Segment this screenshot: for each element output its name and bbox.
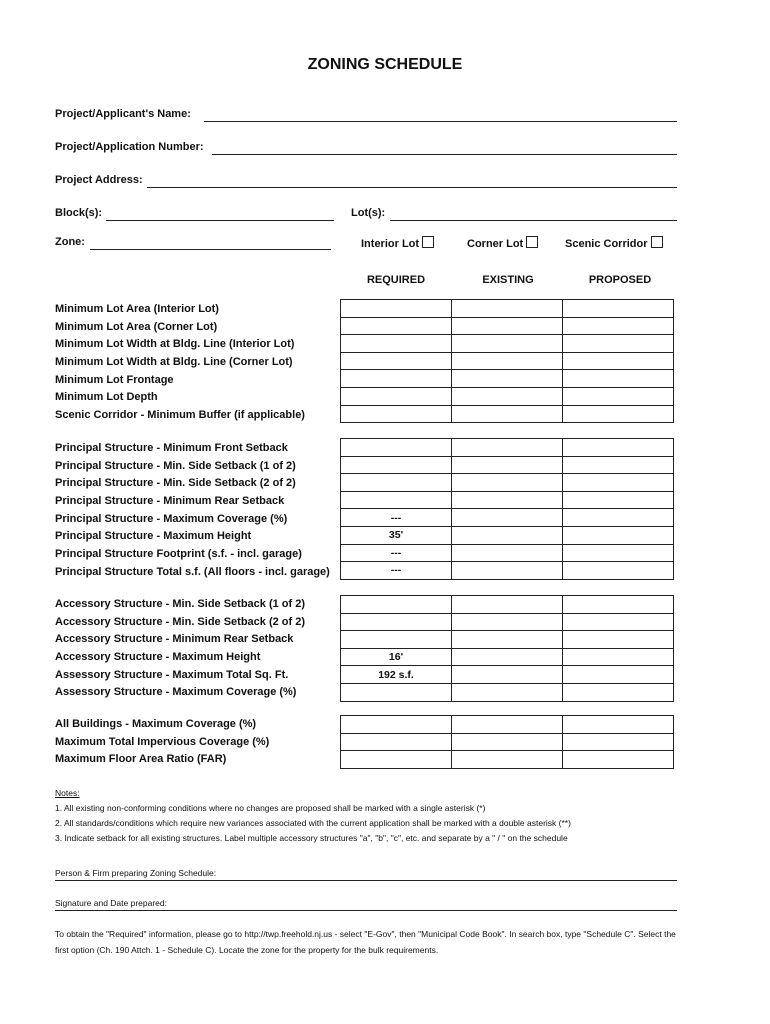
required-cell[interactable]: --- [341, 544, 452, 562]
required-cell[interactable] [341, 456, 452, 474]
required-cell[interactable] [341, 631, 452, 649]
proposed-cell[interactable] [563, 456, 674, 474]
section-principal-labels [55, 440, 330, 582]
table-row [341, 544, 674, 562]
existing-cell[interactable] [452, 544, 563, 562]
existing-cell[interactable] [452, 666, 563, 684]
required-cell[interactable] [341, 439, 452, 457]
lots-label: Lot(s): [351, 207, 386, 219]
existing-cell[interactable] [452, 751, 563, 769]
section-principal-table [340, 438, 674, 580]
table-row [341, 613, 674, 631]
zone-label: Zone: [55, 236, 85, 248]
existing-cell[interactable] [452, 405, 563, 423]
table-row [341, 596, 674, 614]
required-cell[interactable] [341, 474, 452, 492]
proposed-cell[interactable] [563, 300, 674, 318]
note-item: 3. Indicate setback for all existing structures. Label multiple accessory structures "a", "b", "c", etc. and separate by a " / " on the schedule [55, 833, 568, 843]
scenic-corridor-label: Scenic Corridor [565, 238, 648, 250]
proposed-cell[interactable] [563, 562, 674, 580]
corner-lot-option[interactable] [467, 236, 538, 250]
lots-field[interactable] [390, 208, 677, 221]
interior-lot-checkbox[interactable] [422, 236, 434, 248]
row-label: Principal Structure - Maximum Height [55, 530, 252, 543]
proposed-cell[interactable] [563, 733, 674, 751]
required-cell[interactable] [341, 751, 452, 769]
proposed-cell[interactable] [563, 716, 674, 734]
required-cell[interactable] [341, 387, 452, 405]
existing-cell[interactable] [452, 526, 563, 544]
row-label: Minimum Lot Area (Interior Lot) [55, 303, 219, 315]
proposed-cell[interactable] [563, 751, 674, 769]
row-label: Minimum Lot Frontage [55, 373, 174, 386]
existing-cell[interactable] [452, 352, 563, 370]
required-cell[interactable] [341, 317, 452, 335]
required-cell[interactable] [341, 613, 452, 631]
existing-cell[interactable] [452, 335, 563, 353]
row-label: Principal Structure - Minimum Front Setback [55, 442, 288, 454]
existing-cell[interactable] [452, 317, 563, 335]
column-header-proposed: PROPOSED [588, 274, 652, 286]
row-label: Minimum Lot Depth [55, 391, 158, 404]
note-item: 2. All standards/conditions which require new variances associated with the current application shall be marked with a double asterisk (**) [55, 818, 571, 828]
page-title: ZONING SCHEDULE [307, 56, 463, 73]
required-cell[interactable]: 35' [341, 526, 452, 544]
row-label: Minimum Lot Width at Bldg. Line (Corner Lot) [55, 356, 293, 369]
row-label: Scenic Corridor - Minimum Buffer (if applicable) [55, 409, 305, 422]
scenic-corridor-checkbox[interactable] [651, 236, 663, 248]
proposed-cell[interactable] [563, 405, 674, 423]
table-row [341, 387, 674, 405]
table-row [341, 317, 674, 335]
notes-heading: Notes: [55, 788, 80, 798]
table-row [341, 526, 674, 544]
footer-instructions: To obtain the "Required" information, please go to http://twp.freehold.nj.us - select "E-Gov", then "Municipal Code Book". In search box, type "Schedule C". Select the first option (Ch. 190 Attch. 1 - Schedule C). Locate the zone for the property for the bulk requirements. [55, 929, 676, 955]
existing-cell[interactable] [452, 596, 563, 614]
existing-cell[interactable] [452, 683, 563, 701]
row-label: Maximum Floor Area Ratio (FAR) [55, 753, 227, 766]
required-cell[interactable] [341, 300, 452, 318]
table-row [341, 631, 674, 649]
signature-date-line[interactable]: Signature and Date prepared: [55, 898, 677, 911]
existing-cell[interactable] [452, 613, 563, 631]
existing-cell[interactable] [452, 716, 563, 734]
table-row [341, 474, 674, 492]
proposed-cell[interactable] [563, 683, 674, 701]
table-row [341, 456, 674, 474]
section-accessory-table [340, 595, 674, 702]
required-cell[interactable] [341, 370, 452, 388]
table-row [341, 491, 674, 509]
existing-cell[interactable] [452, 300, 563, 318]
proposed-cell[interactable] [563, 352, 674, 370]
proposed-cell[interactable] [563, 439, 674, 457]
row-label: Minimum Lot Width at Bldg. Line (Interior Lot) [55, 338, 295, 351]
row-label: Principal Structure Total s.f. (All floors - incl. garage) [55, 565, 330, 578]
table-row [341, 335, 674, 353]
proposed-cell[interactable] [563, 317, 674, 335]
row-label: Accessory Structure - Min. Side Setback (2 of 2) [55, 615, 306, 628]
row-label: Assessory Structure - Maximum Total Sq. Ft. [55, 668, 289, 681]
blocks-field[interactable] [106, 208, 334, 221]
notes-block [55, 786, 571, 846]
table-row [341, 666, 674, 684]
row-label: Minimum Lot Area (Corner Lot) [55, 320, 218, 333]
blocks-label: Block(s): [55, 207, 103, 219]
row-label: Principal Structure - Min. Side Setback (2 of 2) [55, 477, 296, 490]
required-cell[interactable]: --- [341, 562, 452, 580]
table-row [341, 716, 674, 734]
existing-cell[interactable] [452, 439, 563, 457]
interior-lot-label: Interior Lot [361, 238, 420, 250]
table-row [341, 405, 674, 423]
corner-lot-checkbox[interactable] [526, 236, 538, 248]
row-label: Assessory Structure - Maximum Coverage (%) [55, 686, 297, 699]
section-lot-table [340, 299, 674, 423]
row-label: Principal Structure - Maximum Coverage (%) [55, 512, 288, 525]
table-row [341, 300, 674, 318]
section-buildings-labels [55, 716, 269, 769]
person-firm-line[interactable]: Person & Firm preparing Zoning Schedule: [55, 868, 677, 881]
proposed-cell[interactable] [563, 526, 674, 544]
table-row [341, 562, 674, 580]
required-cell[interactable]: 16' [341, 648, 452, 666]
table-row [341, 648, 674, 666]
proposed-cell[interactable] [563, 648, 674, 666]
row-label: Accessory Structure - Maximum Height [55, 651, 261, 664]
required-cell[interactable] [341, 405, 452, 423]
section-buildings-table [340, 715, 674, 769]
column-header-existing: EXISTING [482, 274, 534, 286]
corner-lot-label: Corner Lot [467, 238, 524, 250]
required-cell[interactable] [341, 683, 452, 701]
column-header-required: REQUIRED [366, 274, 426, 286]
required-cell[interactable] [341, 491, 452, 509]
interior-lot-option[interactable] [361, 236, 434, 250]
required-cell[interactable] [341, 335, 452, 353]
required-cell[interactable] [341, 352, 452, 370]
proposed-cell[interactable] [563, 491, 674, 509]
table-row [341, 683, 674, 701]
required-cell[interactable] [341, 596, 452, 614]
row-label: Principal Structure - Minimum Rear Setback [55, 495, 285, 508]
row-label: All Buildings - Maximum Coverage (%) [55, 718, 257, 730]
section-lot-labels [55, 301, 305, 425]
application-number-field[interactable] [212, 142, 677, 155]
proposed-cell[interactable] [563, 596, 674, 614]
existing-cell[interactable] [452, 509, 563, 527]
zone-field[interactable] [90, 237, 331, 250]
required-cell[interactable] [341, 733, 452, 751]
existing-cell[interactable] [452, 370, 563, 388]
proposed-cell[interactable] [563, 387, 674, 405]
address-label: Project Address: [55, 174, 143, 186]
existing-cell[interactable] [452, 648, 563, 666]
proposed-cell[interactable] [563, 613, 674, 631]
table-row [341, 439, 674, 457]
table-row [341, 509, 674, 527]
required-cell[interactable] [341, 716, 452, 734]
existing-cell[interactable] [452, 387, 563, 405]
application-number-label: Project/Application Number: [55, 141, 204, 153]
proposed-cell[interactable] [563, 631, 674, 649]
row-label: Principal Structure - Min. Side Setback (1 of 2) [55, 459, 296, 472]
row-label: Maximum Total Impervious Coverage (%) [55, 735, 270, 748]
required-cell[interactable]: 192 s.f. [341, 666, 452, 684]
scenic-corridor-option[interactable] [565, 236, 663, 250]
existing-cell[interactable] [452, 733, 563, 751]
proposed-cell[interactable] [563, 335, 674, 353]
proposed-cell[interactable] [563, 474, 674, 492]
table-row [341, 733, 674, 751]
proposed-cell[interactable] [563, 544, 674, 562]
note-item: 1. All existing non-conforming conditions where no changes are proposed shall be marked with a single asterisk (*) [55, 803, 486, 813]
applicant-name-field[interactable] [204, 109, 677, 122]
table-row [341, 370, 674, 388]
applicant-name-label: Project/Applicant's Name: [55, 108, 191, 120]
existing-cell[interactable] [452, 456, 563, 474]
row-label: Accessory Structure - Minimum Rear Setback [55, 633, 294, 646]
row-label: Accessory Structure - Min. Side Setback (1 of 2) [55, 598, 306, 610]
existing-cell[interactable] [452, 631, 563, 649]
existing-cell[interactable] [452, 562, 563, 580]
required-cell[interactable]: --- [341, 509, 452, 527]
table-row [341, 751, 674, 769]
section-accessory-labels [55, 596, 305, 702]
proposed-cell[interactable] [563, 370, 674, 388]
proposed-cell[interactable] [563, 509, 674, 527]
row-label: Principal Structure Footprint (s.f. - incl. garage) [55, 548, 302, 561]
existing-cell[interactable] [452, 491, 563, 509]
address-field[interactable] [147, 175, 677, 188]
table-row [341, 352, 674, 370]
proposed-cell[interactable] [563, 666, 674, 684]
existing-cell[interactable] [452, 474, 563, 492]
